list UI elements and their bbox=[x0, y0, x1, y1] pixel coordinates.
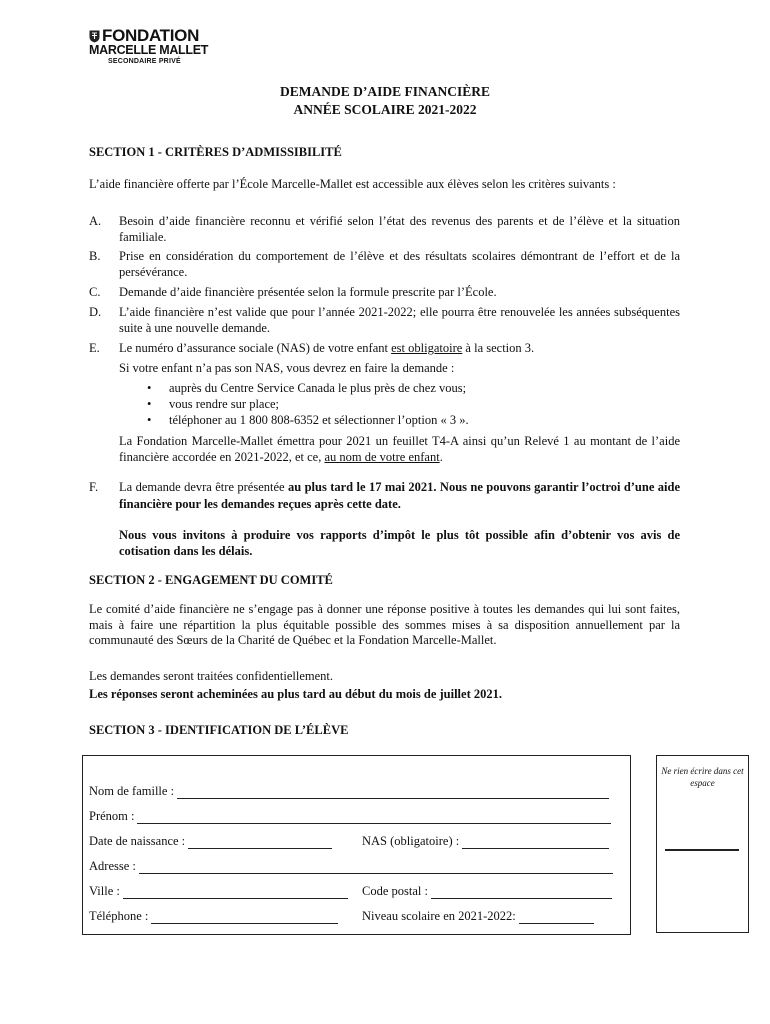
bullet-icon: • bbox=[147, 381, 152, 395]
field-label: Code postal : bbox=[362, 884, 428, 898]
nas-input[interactable] bbox=[462, 836, 609, 849]
field-code-postal bbox=[362, 883, 612, 899]
document-title: DEMANDE D’AIDE FINANCIÈRE bbox=[279, 84, 490, 99]
bullet-icon: • bbox=[147, 413, 152, 427]
field-telephone bbox=[89, 908, 338, 924]
field-label: Niveau scolaire en 2021-2022: bbox=[362, 909, 516, 923]
nas-intro: Si votre enfant n’a pas son NAS, vous devrez en faire la demande : bbox=[119, 361, 455, 375]
niveau-input[interactable] bbox=[519, 911, 594, 924]
fondation-logo bbox=[89, 28, 229, 66]
criterion-letter: D. bbox=[89, 305, 102, 319]
field-label: NAS (obligatoire) : bbox=[362, 834, 460, 848]
code-postal-input[interactable] bbox=[431, 886, 612, 899]
section-1-heading: SECTION 1 - CRITÈRES D’ADMISSIBILITÉ bbox=[89, 145, 342, 159]
criterion-b bbox=[89, 249, 680, 280]
criterion-d bbox=[89, 305, 680, 336]
field-ville bbox=[89, 883, 348, 899]
field-adresse bbox=[89, 858, 613, 874]
adresse-input[interactable] bbox=[139, 861, 613, 874]
prenom-input[interactable] bbox=[137, 811, 611, 824]
responses-note: Les réponses seront acheminées au plus tard au début du mois de juillet 2021. bbox=[89, 687, 502, 701]
underlined-obligatory: est obligatoire bbox=[391, 341, 463, 355]
criterion-c bbox=[89, 285, 680, 301]
nas-bullet-list bbox=[143, 380, 643, 428]
criterion-letter: B. bbox=[89, 249, 101, 263]
shield-icon bbox=[89, 30, 100, 43]
criterion-letter: C. bbox=[89, 285, 101, 299]
criterion-text: La demande devra être présentée au plus tard le 17 mai 2021. Nous ne pouvons garantir l’octroi d’une aide financière pour les demandes reçues après cette date. bbox=[119, 480, 681, 511]
list-item: • auprès du Centre Service Canada le plus près de chez vous; bbox=[147, 381, 467, 395]
field-nom-famille bbox=[89, 783, 609, 799]
field-label: Nom de famille : bbox=[89, 784, 175, 798]
section-1-intro: L’aide financière offerte par l’École Marcelle-Mallet est accessible aux élèves selon les critères suivants : bbox=[89, 177, 616, 191]
office-use-box bbox=[656, 755, 749, 933]
underlined-child-name: au nom de votre enfant bbox=[324, 449, 440, 464]
field-label: Prénom : bbox=[89, 809, 135, 823]
deadline-text: au plus tard le 17 mai 2021. Nous ne pouvons garantir l’octroi d’une aide financière pour les demandes reçues après cette date. bbox=[119, 480, 681, 511]
telephone-input[interactable] bbox=[151, 911, 338, 924]
criterion-text: Demande d’aide financière présentée selon la formule prescrite par l’École. bbox=[119, 285, 497, 299]
ville-input[interactable] bbox=[123, 886, 348, 899]
list-item: • vous rendre sur place; bbox=[147, 397, 280, 411]
criterion-a bbox=[89, 214, 680, 245]
section-2-paragraph: Le comité d’aide financière ne s’engage pas à donner une réponse positive à toutes les demandes qui lui sont faites, mais à faire une répartition la plus équitable possible des sommes mises à sa disposition annuellement par la communauté des Sœurs de la Charité de Québec et la Fondation Marcelle-Mallet. bbox=[89, 602, 680, 647]
criterion-e bbox=[89, 341, 680, 357]
date-naissance-input[interactable] bbox=[188, 836, 332, 849]
t4a-paragraph: La Fondation Marcelle-Mallet émettra pour 2021 un feuillet T4-A ainsi qu’un Relevé 1 au montant de l’aide financière accordée en 2021-2022, et ce, au nom de votre enfant. bbox=[119, 434, 680, 464]
field-label: Ville : bbox=[89, 884, 120, 898]
criterion-f bbox=[89, 479, 680, 513]
criterion-letter: F. bbox=[89, 480, 99, 494]
field-label: Téléphone : bbox=[89, 909, 149, 923]
field-nas bbox=[362, 833, 609, 849]
criterion-text: Le numéro d’assurance sociale (NAS) de votre enfant est obligatoire à la section 3. bbox=[119, 341, 535, 355]
office-use-line bbox=[665, 849, 739, 851]
criterion-letter: E. bbox=[89, 341, 100, 355]
field-prenom bbox=[89, 808, 611, 824]
confidential-note: Les demandes seront traitées confidentiellement. bbox=[89, 669, 334, 683]
tax-invite: Nous vous invitons à produire vos rapports d’impôt le plus tôt possible afin d’obtenir vos avis de cotisation dans les délais. bbox=[119, 528, 680, 558]
office-use-note: Ne rien écrire dans cet espace bbox=[661, 766, 744, 788]
field-label: Date de naissance : bbox=[89, 834, 186, 848]
section-3-heading: SECTION 3 - IDENTIFICATION DE L’ÉLÈVE bbox=[89, 723, 349, 737]
section-2-heading: SECTION 2 - ENGAGEMENT DU COMITÉ bbox=[89, 573, 333, 587]
nom-famille-input[interactable] bbox=[177, 786, 609, 799]
criterion-text: Besoin d’aide financière reconnu et vérifié selon l’état des revenus des parents et de l’élève et la situation familiale. bbox=[119, 214, 680, 244]
criterion-text: L’aide financière n’est valide que pour l’année 2021-2022; elle pourra être renouvelée les années subséquentes suite à une nouvelle demande. bbox=[119, 305, 680, 335]
criterion-letter: A. bbox=[89, 214, 102, 228]
field-label: Adresse : bbox=[89, 859, 136, 873]
logo-subtitle: MARCELLE MALLET bbox=[89, 43, 209, 57]
field-date-naissance bbox=[89, 833, 332, 849]
document-subtitle: ANNÉE SCOLAIRE 2021-2022 bbox=[293, 102, 477, 117]
logo-tagline: SECONDAIRE PRIVÉ bbox=[108, 58, 181, 65]
field-niveau bbox=[362, 908, 594, 924]
bullet-icon: • bbox=[147, 397, 152, 411]
list-item: • téléphoner au 1 800 808-6352 et sélectionner l’option « 3 ». bbox=[147, 413, 469, 427]
logo-title: FONDATION bbox=[102, 26, 200, 45]
criterion-text: Prise en considération du comportement de l’élève et des résultats scolaires démontrant de l’effort et de la persévérance. bbox=[119, 249, 680, 279]
